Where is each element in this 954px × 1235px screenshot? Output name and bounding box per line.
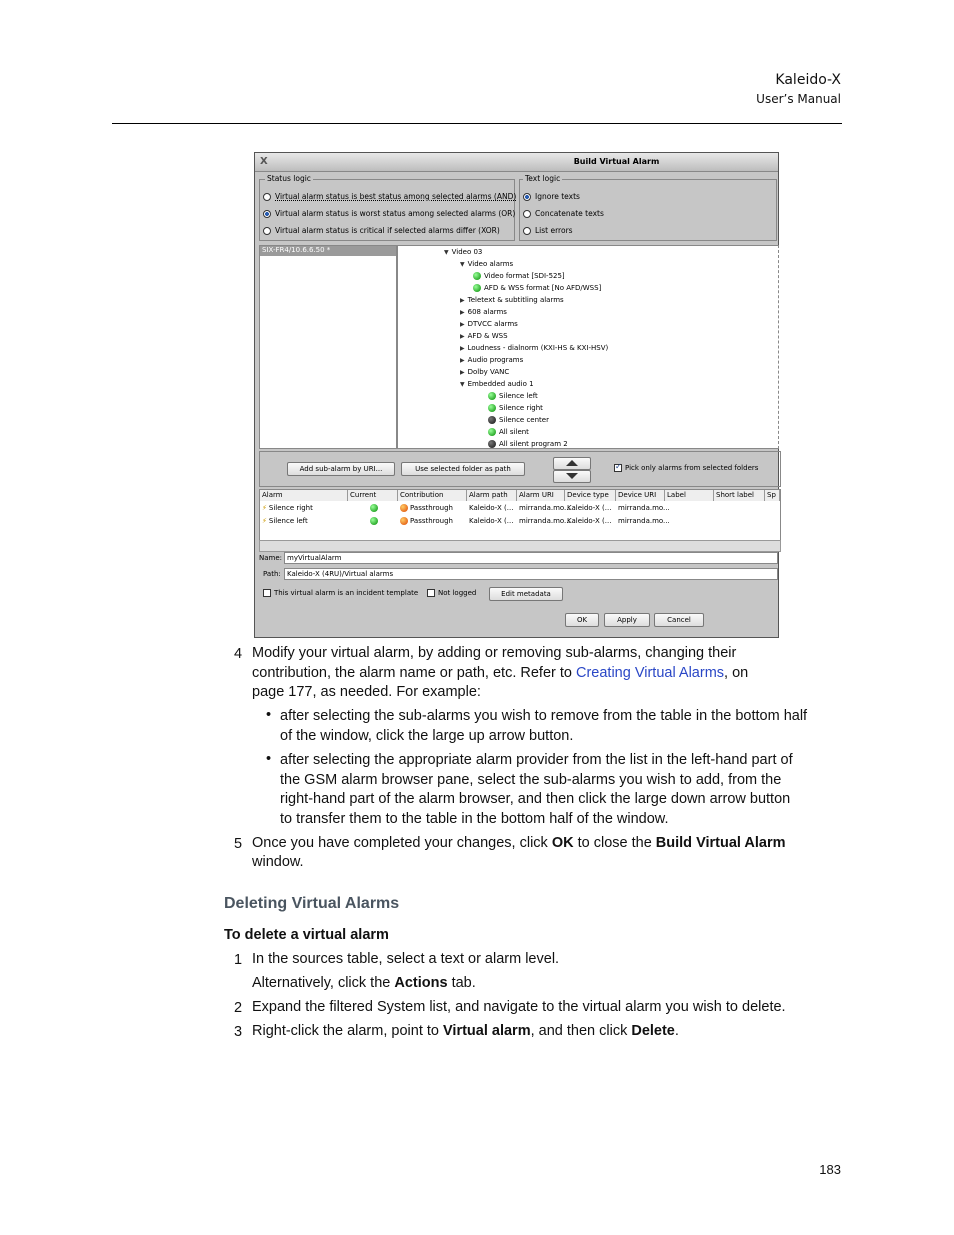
current-cell	[348, 504, 398, 512]
bullet-2-line2: the GSM alarm browser pane, select the sub-alarms you wish to add, from the	[280, 772, 782, 788]
tree-node[interactable]: ▼ Embedded audio 1	[460, 380, 534, 388]
build-virtual-alarm-window	[254, 152, 779, 638]
up-arrow-icon	[566, 460, 578, 466]
radio-button[interactable]	[523, 210, 531, 218]
bullet-2-line3: right-hand part of the alarm browser, and then click the large down arrow button	[280, 791, 791, 807]
tree-alarm[interactable]: Silence right	[488, 404, 543, 412]
col-label[interactable]: Label	[665, 490, 714, 501]
edit-metadata-button[interactable]: Edit metadata	[489, 587, 563, 601]
tree-node[interactable]: ▼ Video 03	[444, 248, 483, 256]
device-type-cell: Kaleido-X (...	[567, 517, 612, 525]
add-sub-alarm-button[interactable]: Add sub-alarm by URI...	[287, 462, 395, 476]
device-uri-cell: mirranda.mo...	[618, 504, 670, 512]
col-alarm-path[interactable]: Alarm path	[467, 490, 517, 501]
step-number: 4	[234, 646, 243, 662]
contribution-cell[interactable]: Passthrough	[398, 504, 467, 512]
delete-step-1: In the sources table, select a text or alarm level.	[252, 951, 560, 967]
status-option-xor[interactable]: Virtual alarm status is critical if selected alarms differ (XOR)	[263, 226, 500, 235]
bullet-1-line2: of the window, click the large up arrow button.	[280, 728, 574, 744]
table-row[interactable]	[260, 517, 670, 525]
procedure-heading: To delete a virtual alarm	[224, 927, 389, 943]
col-alarm[interactable]: Alarm	[260, 490, 348, 501]
section-heading: Deleting Virtual Alarms	[224, 895, 400, 912]
header-rule	[112, 123, 842, 124]
collapsed-icon: ▶	[460, 320, 465, 328]
down-arrow-icon	[566, 473, 578, 479]
path-field[interactable]: Kaleido-X (4RU)/Virtual alarms	[284, 568, 778, 580]
col-current[interactable]: Current	[348, 490, 398, 501]
expanded-icon: ▼	[444, 248, 449, 256]
alarm-cell: ⚡ Silence right	[262, 504, 313, 512]
text-option-ignore[interactable]: Ignore texts	[523, 192, 580, 201]
contribution-icon	[400, 517, 408, 525]
alarm-status-icon	[488, 392, 496, 400]
delete-step-3: Right-click the alarm, point to Virtual alarm, and then click Delete.	[252, 1023, 679, 1039]
alarm-status-icon	[488, 416, 496, 424]
expanded-icon: ▼	[460, 260, 465, 268]
step-4-text-line2: contribution, the alarm name or path, etc. Refer to Creating Virtual Alarms, on	[252, 665, 749, 681]
expanded-icon: ▼	[460, 380, 465, 388]
header-title: Kaleido-X	[775, 72, 841, 88]
table-scrollbar[interactable]	[259, 540, 781, 552]
bullet-icon: •	[266, 751, 272, 767]
move-down-button[interactable]	[553, 470, 591, 483]
name-label: Name:	[259, 554, 283, 562]
alarm-status-icon	[488, 440, 496, 448]
step-4-text-line1: Modify your virtual alarm, by adding or removing sub-alarms, changing their	[252, 645, 737, 661]
collapsed-icon: ▶	[460, 308, 465, 316]
alarm-cell: ⚡ Silence left	[262, 517, 308, 525]
status-option-and[interactable]: Virtual alarm status is best status among selected alarms (AND)	[263, 192, 516, 201]
device-type-cell: Kaleido-X (...	[567, 504, 612, 512]
creating-virtual-alarms-link[interactable]: Creating Virtual Alarms	[576, 665, 725, 681]
bullet-icon: •	[266, 707, 272, 723]
alarm-provider-list[interactable]	[259, 245, 397, 449]
alarm-status-icon	[488, 404, 496, 412]
apply-button[interactable]: Apply	[604, 613, 650, 627]
checkbox[interactable]	[263, 589, 271, 597]
tree-node[interactable]: ▶ Teletext & subtitling alarms	[460, 296, 564, 304]
current-cell	[348, 517, 398, 525]
step-5-line2: window.	[252, 854, 304, 870]
device-uri-cell: mirranda.mo...	[618, 517, 670, 525]
alarm-status-icon	[473, 272, 481, 280]
cancel-button[interactable]: Cancel	[654, 613, 704, 627]
not-logged-checkbox[interactable]: Not logged	[427, 589, 476, 597]
alarm-status-icon	[488, 428, 496, 436]
use-folder-path-button[interactable]: Use selected folder as path	[401, 462, 525, 476]
tree-alarm[interactable]: Video format [SDI-525]	[473, 272, 565, 280]
checkbox-checked[interactable]	[614, 464, 622, 472]
alarm-uri-cell: mirranda.mo...	[519, 517, 571, 525]
selected-provider[interactable]: SIX-FR4/10.6.6.50 *	[260, 246, 396, 256]
incident-template-checkbox[interactable]: This virtual alarm is an incident template	[263, 589, 418, 597]
radio-button-selected[interactable]	[523, 193, 531, 201]
col-device-uri[interactable]: Device URI	[616, 490, 665, 501]
ok-button[interactable]: OK	[565, 613, 599, 627]
col-contribution[interactable]: Contribution	[398, 490, 467, 501]
radio-button[interactable]	[523, 227, 531, 235]
col-short-label[interactable]: Short label	[714, 490, 765, 501]
bullet-2-line1: after selecting the appropriate alarm provider from the list in the left-hand part of	[280, 752, 793, 768]
step-number: 3	[234, 1024, 243, 1040]
name-field[interactable]: myVirtualAlarm	[284, 552, 778, 564]
collapsed-icon: ▶	[460, 368, 465, 376]
alarm-uri-cell: mirranda.mo...	[519, 504, 571, 512]
step-5-line1: Once you have completed your changes, click OK to close the Build Virtual Alarm	[252, 835, 786, 851]
step-number: 2	[234, 1000, 243, 1016]
window-title: Build Virtual Alarm	[573, 157, 660, 166]
text-logic-label: Text logic	[525, 174, 561, 183]
radio-button[interactable]	[263, 227, 271, 235]
status-icon	[370, 504, 378, 512]
checkbox[interactable]	[427, 589, 435, 597]
tree-node[interactable]: ▶ Audio programs	[460, 356, 524, 364]
contribution-cell[interactable]: Passthrough	[398, 517, 467, 525]
bullet-2-line4: to transfer them to the table in the bottom half of the window.	[280, 811, 669, 827]
text-option-list-errors[interactable]: List errors	[523, 226, 573, 235]
tree-alarm[interactable]: All silent program 2	[488, 440, 568, 448]
radio-button-selected[interactable]	[263, 210, 271, 218]
kaleido-x-icon: X	[260, 156, 268, 167]
delete-step-1-alt: Alternatively, click the Actions tab.	[252, 975, 476, 991]
tree-node[interactable]: ▶ DTVCC alarms	[460, 320, 518, 328]
table-row[interactable]	[260, 504, 670, 512]
alarm-icon: ⚡	[262, 504, 267, 512]
step-number: 1	[234, 952, 243, 968]
bullet-1-line1: after selecting the sub-alarms you wish to remove from the table in the bottom half	[280, 708, 808, 724]
tree-alarm[interactable]: Silence center	[488, 416, 549, 424]
tree-node[interactable]: ▶ Dolby VANC	[460, 368, 510, 376]
alarm-icon: ⚡	[262, 517, 267, 525]
status-icon	[370, 517, 378, 525]
collapsed-icon: ▶	[460, 332, 465, 340]
tree-alarm[interactable]: Silence left	[488, 392, 538, 400]
alarm-path-cell: Kaleido-X (...	[469, 504, 514, 512]
status-option-or[interactable]: Virtual alarm status is worst status among selected alarms (OR)	[263, 209, 515, 218]
collapsed-icon: ▶	[460, 344, 465, 352]
collapsed-icon: ▶	[460, 296, 465, 304]
page-number: 183	[819, 1162, 841, 1177]
contribution-icon	[400, 504, 408, 512]
alarm-path-cell: Kaleido-X (...	[469, 517, 514, 525]
radio-button[interactable]	[263, 193, 271, 201]
alarm-status-icon	[473, 284, 481, 292]
tree-node[interactable]: ▶ AFD & WSS	[460, 332, 508, 340]
path-label: Path:	[263, 570, 281, 578]
header-subtitle: User’s Manual	[756, 92, 841, 106]
step-number: 5	[234, 836, 243, 852]
alarm-tree[interactable]	[397, 245, 779, 449]
status-logic-label: Status logic	[267, 174, 311, 183]
col-alarm-uri[interactable]: Alarm URI	[517, 490, 565, 501]
sub-alarm-table	[259, 489, 781, 541]
tree-node[interactable]: ▶ 608 alarms	[460, 308, 507, 316]
text-option-concatenate[interactable]: Concatenate texts	[523, 209, 604, 218]
collapsed-icon: ▶	[460, 356, 465, 364]
table-header	[260, 490, 780, 501]
move-up-button[interactable]	[553, 457, 591, 470]
pick-only-checkbox[interactable]: ✓ Pick only alarms from selected folders	[614, 464, 758, 472]
step-4-text-line3: page 177, as needed. For example:	[252, 684, 481, 700]
tree-alarm[interactable]: AFD & WSS format [No AFD/WSS]	[473, 284, 601, 292]
tree-alarm[interactable]: All silent	[488, 428, 529, 436]
col-device-type[interactable]: Device type	[565, 490, 616, 501]
delete-step-2: Expand the filtered System list, and navigate to the virtual alarm you wish to delete.	[252, 999, 786, 1015]
tree-node[interactable]: ▼ Video alarms	[460, 260, 514, 268]
col-sp[interactable]: Sp	[765, 490, 780, 501]
window-titlebar	[255, 153, 778, 172]
tree-node[interactable]: ▶ Loudness - dialnorm (KXI-HS & KXI-HSV)	[460, 344, 609, 352]
